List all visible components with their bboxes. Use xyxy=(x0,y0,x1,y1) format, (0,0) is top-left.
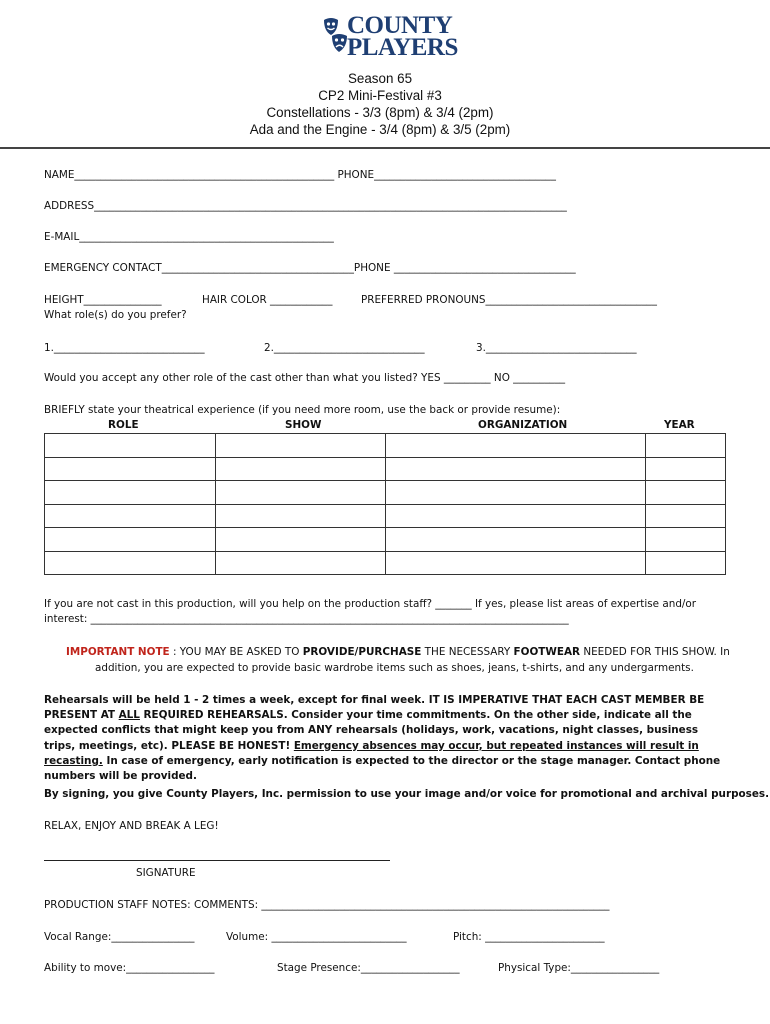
staff-comments-field[interactable]: PRODUCTION STAFF NOTES: COMMENTS: ___________________________________________________________________ xyxy=(44,899,610,911)
col-year: YEAR xyxy=(664,419,695,431)
theater-masks-icon xyxy=(323,16,349,56)
table-row xyxy=(45,457,726,481)
other-role-question[interactable]: Would you accept any other role of the cast other than what you listed? YES _________ NO __________ xyxy=(44,372,566,384)
table-row xyxy=(45,481,726,505)
show-2-schedule: Ada and the Engine - 3/4 (8pm) & 3/5 (2pm) xyxy=(249,122,511,137)
county-players-logo xyxy=(323,12,458,61)
roles-question: What role(s) do you prefer? xyxy=(44,309,187,321)
table-row xyxy=(45,551,726,575)
col-organization: ORGANIZATION xyxy=(478,419,568,431)
logo-line-1: COUNTY xyxy=(347,12,453,39)
stage-presence-field[interactable]: Stage Presence:___________________ xyxy=(277,962,460,974)
staff-interest-field[interactable]: interest: ____________________________________________________________________________________________ xyxy=(44,613,569,625)
role-choice-3[interactable]: 3._____________________________ xyxy=(476,342,637,354)
logo-line-2: PLAYERS xyxy=(347,34,458,61)
col-role: ROLE xyxy=(108,419,139,431)
signature-line[interactable] xyxy=(44,860,390,861)
season-title: Season 65 xyxy=(347,71,413,86)
header-divider xyxy=(0,147,770,149)
important-note-line-2: addition, you are expected to provide basic wardrobe items such as shoes, jeans, t-shirts, and any undergarments. xyxy=(95,662,694,674)
closing-note: RELAX, ENJOY AND BREAK A LEG! xyxy=(44,820,219,832)
show-1-schedule: Constellations - 3/3 (8pm) & 3/4 (2pm) xyxy=(266,105,494,120)
col-show: SHOW xyxy=(285,419,322,431)
vocal-range-field[interactable]: Vocal Range:________________ xyxy=(44,931,195,943)
table-row xyxy=(45,504,726,528)
table-row xyxy=(45,528,726,552)
ability-to-move-field[interactable]: Ability to move:_________________ xyxy=(44,962,215,974)
table-row xyxy=(45,434,726,458)
important-note-label: IMPORTANT NOTE xyxy=(66,646,170,658)
height-field[interactable]: HEIGHT_______________ xyxy=(44,294,162,306)
experience-table xyxy=(44,433,726,575)
role-choice-2[interactable]: 2._____________________________ xyxy=(264,342,425,354)
role-choice-1[interactable]: 1._____________________________ xyxy=(44,342,205,354)
volume-field[interactable]: Volume: __________________________ xyxy=(226,931,407,943)
signature-label: SIGNATURE xyxy=(136,867,196,879)
address-field[interactable]: ADDRESS___________________________________________________________________________________________ xyxy=(44,200,567,212)
emergency-contact-field[interactable]: EMERGENCY CONTACT_____________________________________PHONE ___________________________________ xyxy=(44,262,576,274)
pitch-field[interactable]: Pitch: _______________________ xyxy=(453,931,605,943)
hair-color-field[interactable]: HAIR COLOR ____________ xyxy=(202,294,333,306)
experience-prompt: BRIEFLY state your theatrical experience (if you need more room, use the back or provide resume): xyxy=(44,404,561,416)
name-phone-field[interactable]: NAME__________________________________________________ PHONE___________________________________ xyxy=(44,169,556,181)
physical-type-field[interactable]: Physical Type:_________________ xyxy=(498,962,660,974)
email-field[interactable]: E-MAIL_________________________________________________ xyxy=(44,231,334,243)
pronouns-field[interactable]: PREFERRED PRONOUNS_________________________________ xyxy=(361,294,657,306)
rehearsals-paragraph: Rehearsals will be held 1 - 2 times a week, except for final week. IT IS IMPERATIVE THAT EACH CAST MEMBER BE PRESENT AT ALL REQUIRED REHEARSALS. Consider your time commitments. On the other side, indicate all the expected conflicts that might keep you from ANY rehearsals (holidays, work, vacations, night classes, business trips, meetings, etc). PLEASE BE HONEST! Emergency absences may occur, but repeated instances will result in recasting. In case of emergency, early notification is expected to the director or the stage manager. Contact phone numbers will be provided. xyxy=(44,694,721,783)
festival-title: CP2 Mini-Festival #3 xyxy=(318,88,442,103)
permission-statement: By signing, you give County Players, Inc. permission to use your image and/or voice for promotional and archival purposes. xyxy=(44,788,770,800)
staff-question[interactable]: If you are not cast in this production, will you help on the production staff? _______ If yes, please list areas of expertise and/or xyxy=(44,598,697,610)
important-note: IMPORTANT NOTE : YOU MAY BE ASKED TO PROVIDE/PURCHASE THE NECESSARY FOOTWEAR NEEDED FOR THIS SHOW. In xyxy=(66,646,730,658)
